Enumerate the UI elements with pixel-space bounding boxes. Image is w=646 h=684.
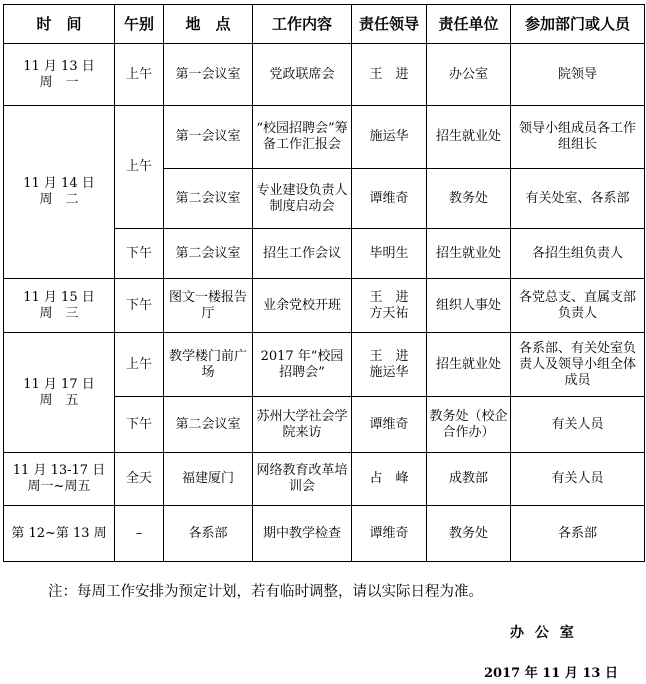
period-cell: 上午: [115, 106, 164, 229]
table-row: [4, 279, 645, 333]
unit-cell: 教务处: [427, 506, 511, 562]
table-row: [4, 44, 645, 106]
time-cell: 11 月 17 日 周 五: [4, 333, 115, 453]
period-cell: 上午: [115, 333, 164, 397]
header-leader: 责任领导: [352, 5, 427, 44]
unit-cell: 招生就业处: [427, 333, 511, 397]
leader-cell: 占 峰: [352, 453, 427, 506]
header-row: [4, 5, 645, 44]
unit-cell: 教务处: [427, 169, 511, 229]
header-period: 午别: [115, 5, 164, 44]
leader-cell: 王 进: [352, 44, 427, 106]
schedule-table: [3, 4, 645, 562]
office-signature: 办 公 室: [510, 625, 577, 641]
time-cell: 11 月 15 日 周 三: [4, 279, 115, 333]
unit-cell: 办公室: [427, 44, 511, 106]
header-location: 地 点: [164, 5, 253, 44]
period-cell: 下午: [115, 397, 164, 453]
leader-cell: 谭维奇: [352, 506, 427, 562]
location-cell: 第二会议室: [164, 397, 253, 453]
unit-cell: 组织人事处: [427, 279, 511, 333]
leader-cell: 施运华: [352, 106, 427, 169]
location-cell: 第一会议室: [164, 106, 253, 169]
content-cell: 专业建设负责人制度启动会: [253, 169, 352, 229]
location-cell: 教学楼门前广场: [164, 333, 253, 397]
participants-cell: 各招生组负责人: [511, 229, 645, 279]
content-cell: 网络教育改革培训会: [253, 453, 352, 506]
table-row: [4, 106, 645, 169]
unit-cell: 教务处（校企合作办）: [427, 397, 511, 453]
header-content: 工作内容: [253, 5, 352, 44]
participants-cell: 有关处室、各系部: [511, 169, 645, 229]
period-cell: 下午: [115, 279, 164, 333]
time-cell: 11 月 14 日 周 二: [4, 106, 115, 279]
content-cell: 党政联席会: [253, 44, 352, 106]
period-cell: –: [115, 506, 164, 562]
participants-cell: 各党总支、直属支部负责人: [511, 279, 645, 333]
leader-cell: 谭维奇: [352, 169, 427, 229]
participants-cell: 领导小组成员各工作组组长: [511, 106, 645, 169]
content-cell: 业余党校开班: [253, 279, 352, 333]
content-cell: 2017 年“校园招聘会”: [253, 333, 352, 397]
content-cell: 苏州大学社会学院来访: [253, 397, 352, 453]
content-cell: “校园招聘会”筹备工作汇报会: [253, 106, 352, 169]
issue-date: 2017 年 11 月 13 日: [484, 666, 618, 681]
period-cell: 下午: [115, 229, 164, 279]
location-cell: 第二会议室: [164, 169, 253, 229]
unit-cell: 成教部: [427, 453, 511, 506]
location-cell: 图文一楼报告厅: [164, 279, 253, 333]
participants-cell: 有关人员: [511, 397, 645, 453]
unit-cell: 招生就业处: [427, 106, 511, 169]
leader-cell: 谭维奇: [352, 397, 427, 453]
footnote: 注：每周工作安排为预定计划，若有临时调整，请以实际日程为准。: [48, 584, 483, 600]
leader-cell: 毕明生: [352, 229, 427, 279]
time-cell: 11 月 13-17 日 周一~周五: [4, 453, 115, 506]
period-cell: 上午: [115, 44, 164, 106]
header-participants: 参加部门或人员: [511, 5, 645, 44]
location-cell: 第一会议室: [164, 44, 253, 106]
leader-cell: 王 进 方天祐: [352, 279, 427, 333]
unit-cell: 招生就业处: [427, 229, 511, 279]
participants-cell: 各系部: [511, 506, 645, 562]
location-cell: 第二会议室: [164, 229, 253, 279]
participants-cell: 有关人员: [511, 453, 645, 506]
header-time: 时 间: [4, 5, 115, 44]
table-row: [4, 453, 645, 506]
period-cell: 全天: [115, 453, 164, 506]
content-cell: 期中教学检查: [253, 506, 352, 562]
location-cell: 福建厦门: [164, 453, 253, 506]
leader-cell: 王 进 施运华: [352, 333, 427, 397]
header-unit: 责任单位: [427, 5, 511, 44]
participants-cell: 各系部、有关处室负责人及领导小组全体成员: [511, 333, 645, 397]
time-cell: 第 12~第 13 周: [4, 506, 115, 562]
location-cell: 各系部: [164, 506, 253, 562]
time-cell: 11 月 13 日 周 一: [4, 44, 115, 106]
content-cell: 招生工作会议: [253, 229, 352, 279]
participants-cell: 院领导: [511, 44, 645, 106]
table-row: [4, 506, 645, 562]
table-row: [4, 333, 645, 397]
